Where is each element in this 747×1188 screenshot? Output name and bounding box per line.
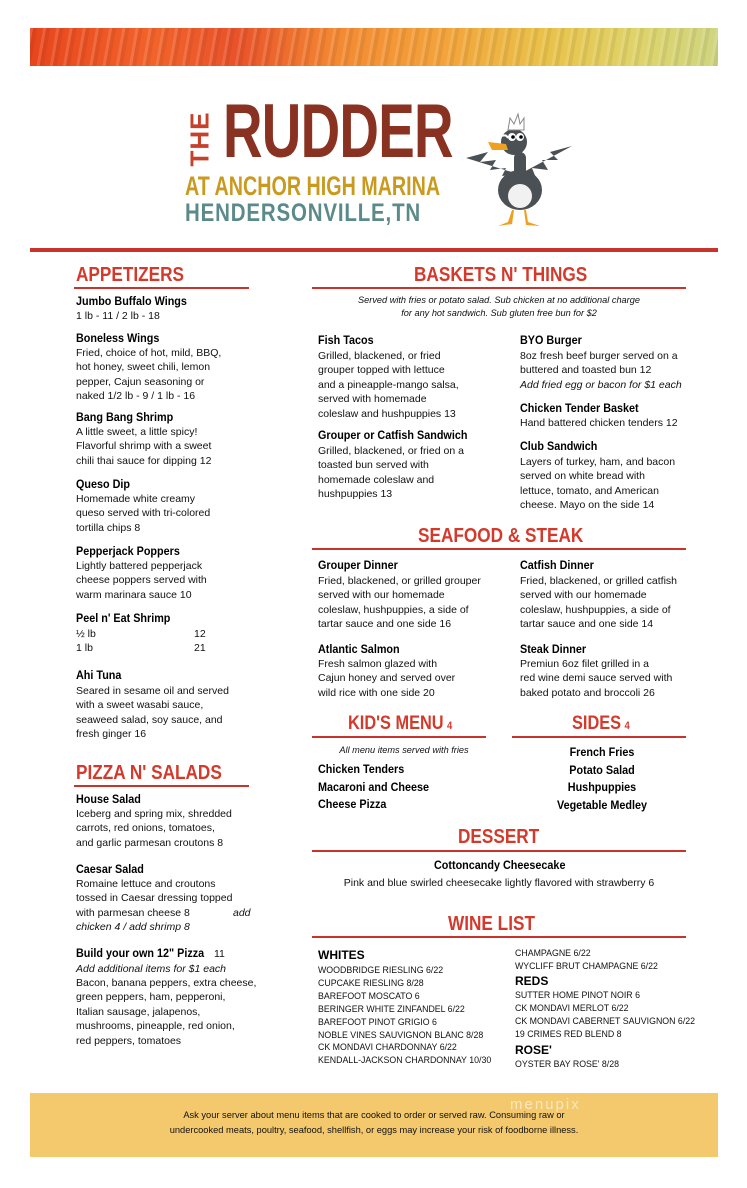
sides-item: Hushpuppies <box>567 780 637 794</box>
wine-category-reds: REDS <box>515 974 549 988</box>
kids-menu-heading: KID'S MENU 4 <box>348 713 453 734</box>
menu-item-name: Grouper or Catfish Sandwich <box>318 428 468 442</box>
menu-item-name: Boneless Wings <box>76 331 160 345</box>
dessert-rule <box>312 850 686 852</box>
menu-item-name: Catfish Dinner <box>520 558 594 572</box>
sides-items <box>539 744 665 814</box>
menu-item-name: Club Sandwich <box>520 439 598 453</box>
pizza-salads-rule <box>74 785 249 787</box>
kids-menu-note: All menu items served with fries <box>339 745 469 755</box>
menu-item-name: Cottoncandy Cheesecake <box>434 858 566 872</box>
kids-item: Macaroni and Cheese <box>318 779 430 794</box>
menu-item-desc: Layers of turkey, ham, and bacon served on white bread with lettuce, tomato, and American cheese. Mayo on the side 14 <box>520 456 676 512</box>
menu-item-name: Chicken Tender Basket <box>520 401 639 415</box>
price-value: 12 <box>194 628 206 640</box>
menu-item-desc: 8oz fresh beef burger served on a buttered and toasted bun 12 <box>520 350 678 377</box>
baskets-rule <box>312 287 686 289</box>
menu-item-name: Atlantic Salmon <box>318 642 400 656</box>
sides-heading: SIDES 4 <box>572 713 630 734</box>
restaurant-logo <box>184 89 455 230</box>
wine-list-rose: OYSTER BAY ROSE' 8/28 <box>515 1059 620 1069</box>
menu-item-desc: Romaine lettuce and croutons tossed in Caesar dressing topped with parmesan cheese 8 <box>76 878 233 919</box>
baskets-heading: BASKETS N' THINGS <box>414 264 588 286</box>
menu-item-name: Grouper Dinner <box>318 558 398 572</box>
menu-item-desc: Premiun 6oz filet grilled in a red wine demi sauce served with baked potato and broccoli 26 <box>520 658 673 699</box>
appetizers-rule <box>74 287 249 289</box>
allergen-footer <box>30 1093 718 1157</box>
wine-category-whites: WHITES <box>318 948 365 962</box>
footer-text: Ask your server about menu items that are cooked to order or served raw. Consuming raw or undercooked meats, poultry, seafood, shellfish, or eggs may increase your risk of foodborne illness. <box>169 1110 579 1135</box>
menu-item-desc: Pink and blue swirled cheesecake lightly flavored with strawberry 6 <box>343 877 655 889</box>
baskets-note: Served with fries or potato salad. Sub chicken at no additional charge for any hot sandwich. Sub gluten free bun for $2 <box>358 295 640 318</box>
menu-item-desc: Grilled, blackened, or fried on a toasted bun served with homemade coleslaw and hushpuppies 13 <box>318 445 464 501</box>
sides-item: French Fries <box>569 745 635 759</box>
logo-city: HENDERSONVILLE,TN <box>185 199 422 227</box>
menu-item-desc: Fried, blackened, or grilled grouper served with our homemade coleslaw, hushpuppies, a side of tartar sauce and one side 16 <box>318 575 481 631</box>
sides-rule <box>512 736 686 738</box>
watermark: menupix <box>510 1096 581 1113</box>
pizza-salads-heading: PIZZA N' SALADS <box>76 762 222 784</box>
menu-item-desc: Seared in sesame oil and served with a sweet wasabi sauce, seaweed salad, soy sauce, and fresh ginger 16 <box>76 685 229 741</box>
header-divider <box>30 248 718 252</box>
sides-item: Potato Salad <box>569 762 635 777</box>
menu-item-desc: Bacon, banana peppers, extra cheese, green peppers, ham, pepperoni, Italian sausage, jalapenos, mushrooms, pineapple, red onion, red peppers, tomatoes <box>76 977 257 1047</box>
menu-item-desc: Fried, blackened, or grilled catfish served with our homemade coleslaw, hushpuppies, a side of tartar sauce and one side 14 <box>520 575 677 631</box>
logo-the: THE <box>184 111 215 167</box>
wine-list-whites: WOODBRIDGE RIESLING 6/22 CUPCAKE RIESLING 8/28 BAREFOOT MOSCATO 6 BERINGER WHITE ZINFANDEL 6/22 BAREFOOT PINOT GRIGIO 6 NOBLE VINES SAUVIGNON BLANC 8/28 CK MONDAVI CHARDONNAY 6/22 KENDALL-JACKSON CHARDONNAY 10/30 <box>318 965 492 1066</box>
menu-item-desc: Homemade white creamy queso served with tri-colored tortilla chips 8 <box>76 493 211 534</box>
wine-list-champagne: CHAMPAGNE 6/22 WYCLIFF BRUT CHAMPAGNE 6/22 <box>515 948 658 971</box>
price-label: ½ lb <box>76 628 96 640</box>
menu-item-name: BYO Burger <box>520 333 582 347</box>
top-color-stripe <box>30 28 718 66</box>
price-label: 1 lb <box>76 642 93 654</box>
menu-item-name: Jumbo Buffalo Wings <box>76 294 187 308</box>
menu-item-desc: Grilled, blackened, or fried grouper topped with lettuce and a pineapple-mango salsa, served with homemade coleslaw and hushpuppies 13 <box>318 350 459 420</box>
menu-item-name: Bang Bang Shrimp <box>76 410 174 424</box>
menu-item-name: Queso Dip <box>76 477 131 491</box>
menu-item-name: Fish Tacos <box>318 333 374 347</box>
kids-menu-items <box>318 761 429 814</box>
wine-list-reds: SUTTER HOME PINOT NOIR 6 CK MONDAVI MERLOT 6/22 CK MONDAVI CABERNET SAUVIGNON 6/22 19 CRIMES RED BLEND 8 <box>515 990 696 1039</box>
logo-location: AT ANCHOR HIGH MARINA <box>185 171 441 201</box>
menu-item-name: Peel n' Eat Shrimp <box>76 611 171 625</box>
menu-item-name: Build your own 12" Pizza <box>76 946 205 960</box>
seafood-heading: SEAFOOD & STEAK <box>418 525 584 547</box>
menu-item-desc: A little sweet, a little spicy! Flavorful shrimp with a sweet chili thai sauce for dipping 12 <box>76 426 212 467</box>
menu-item-name: Steak Dinner <box>520 642 587 656</box>
menu-item-desc: 1 lb - 11 / 2 lb - 18 <box>76 310 160 322</box>
price-value: 21 <box>194 642 206 654</box>
menu-item-name: Pepperjack Poppers <box>76 544 180 558</box>
duck-mascot-icon <box>462 106 576 230</box>
sides-item: Vegetable Medley <box>556 797 648 812</box>
menu-item-name: Ahi Tuna <box>76 668 122 682</box>
menu-item-desc: Fried, choice of hot, mild, BBQ, hot honey, sweet chili, lemon pepper, Cajun seasoning or naked 1/2 lb - 9 / 1 lb - 16 <box>76 347 222 403</box>
menu-item-addon: chicken 4 / add shrimp 8 <box>76 921 190 933</box>
menu-item-name: House Salad <box>76 792 141 806</box>
kids-item: Cheese Pizza <box>318 797 387 811</box>
menu-item-desc: Hand battered chicken tenders 12 <box>520 417 678 429</box>
menu-item-desc: Fresh salmon glazed with Cajun honey and served over wild rice with one side 20 <box>318 658 456 699</box>
menu-item-name: Caesar Salad <box>76 862 144 876</box>
logo-name: RUDDER <box>223 89 453 174</box>
menu-item-addon: add <box>233 907 251 919</box>
wine-list-heading: WINE LIST <box>448 913 535 935</box>
menu-item-desc: Iceberg and spring mix, shredded carrots, red onions, tomatoes, and garlic parmesan croutons 8 <box>76 808 232 849</box>
appetizers-heading: APPETIZERS <box>76 264 184 286</box>
price-value: 11 <box>214 948 225 960</box>
kids-item: Chicken Tenders <box>318 762 405 776</box>
menu-item-addon: Add fried egg or bacon for $1 each <box>520 379 682 391</box>
wine-category-rose: ROSE' <box>515 1043 552 1057</box>
seafood-rule <box>312 548 686 550</box>
dessert-heading: DESSERT <box>458 826 540 848</box>
menu-item-desc: Lightly battered pepperjack cheese poppers served with warm marinara sauce 10 <box>76 560 207 601</box>
kids-menu-rule <box>312 736 486 738</box>
wine-list-rule <box>312 936 686 938</box>
menu-item-addon: Add additional items for $1 each <box>76 963 227 975</box>
